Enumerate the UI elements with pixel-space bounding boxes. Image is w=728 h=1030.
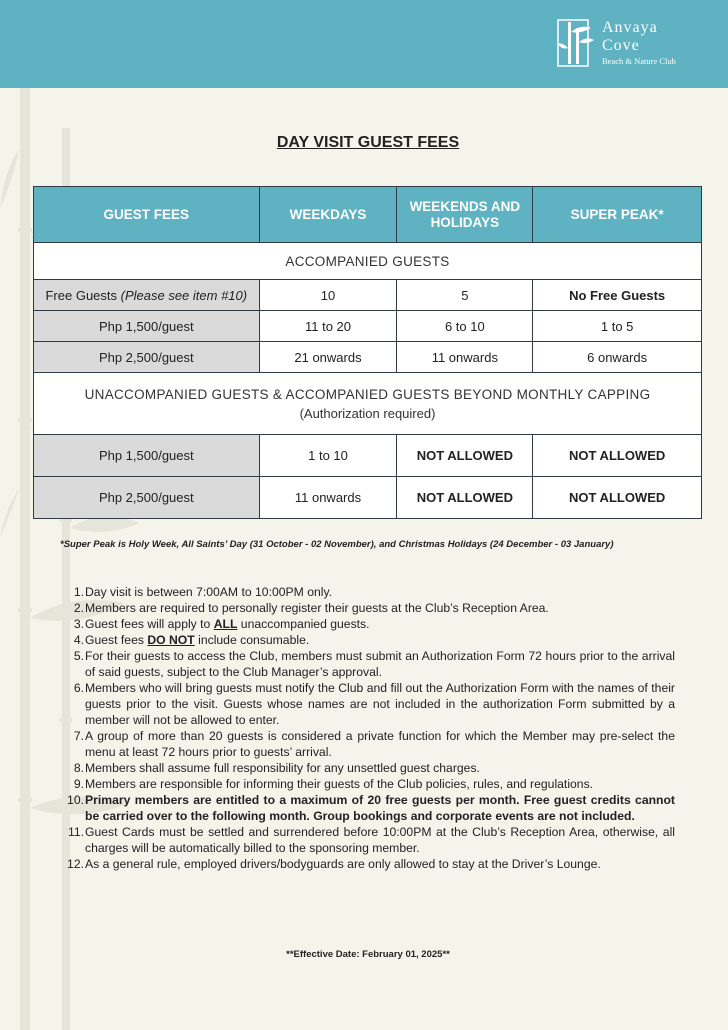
- section-unaccompanied-sub: (Authorization required): [299, 405, 436, 421]
- section-row-accompanied: [34, 243, 702, 280]
- list-item: 5. For their guests to access the Club, members must submit an Authorization Form 72 hours prior to the arrival of said guests, subject to the Club Manager’s approval.: [73, 649, 675, 679]
- free-guests-label: Free Guests: [45, 287, 118, 303]
- bamboo-logo-icon: [556, 18, 596, 68]
- page-title: DAY VISIT GUEST FEES: [276, 134, 460, 151]
- list-item: 11. Guest Cards must be settled and surrendered before 10:00PM at the Club’s Reception Area, otherwise, all charges will be automatically billed to the sponsoring member.: [67, 825, 675, 855]
- effective-date: **Effective Date: February 01, 2025**: [286, 949, 450, 960]
- rule-text: Members are responsible for informing their guests of the Club policies, rules, and regulations.: [85, 777, 594, 791]
- list-item: 9. Members are responsible for informing their guests of the Club policies, rules, and regulations.: [68, 776, 675, 792]
- cell-weekdays: 11 onwards: [259, 477, 397, 519]
- rule-emphasis: DO NOT: [147, 633, 195, 647]
- guest-fees-table: [33, 186, 702, 519]
- logo-name-line2: Cove: [602, 37, 640, 54]
- section-row-unaccompanied: [34, 373, 702, 435]
- row-label: Php 1,500/guest: [34, 435, 260, 477]
- logo-name-line1: Anvaya: [602, 19, 658, 36]
- cell-super-peak: 6 onwards: [533, 342, 702, 373]
- row-label: [34, 280, 260, 311]
- cell-weekdays: 1 to 10: [259, 435, 397, 477]
- cell-super-peak: 1 to 5: [533, 311, 702, 342]
- header-guest-fees: GUEST FEES: [34, 187, 260, 243]
- rule-text: Primary members are entitled to a maximum of 20 free guests per month. Free guest credits cannot be carried over to the following month. Group bookings and corporate events are not included.: [85, 793, 675, 823]
- free-guests-note: (Please see item #10): [120, 287, 248, 303]
- table-row: [34, 280, 702, 311]
- section-unaccompanied: [34, 373, 702, 435]
- cell-super-peak: NOT ALLOWED: [533, 435, 702, 477]
- cell-super-peak: NOT ALLOWED: [533, 477, 702, 519]
- row-label: Php 1,500/guest: [34, 311, 260, 342]
- list-item: 8. Members shall assume full responsibility for any unsettled guest charges.: [68, 760, 675, 776]
- rule-text: Members who will bring guests must notify the Club and fill out the Authorization Form with the names of their guests prior to the visit. Guests whose names are not included in the authorization Form submitted by a member will not be allowed to enter.: [85, 681, 675, 727]
- cell-weekends: 6 to 10: [397, 311, 533, 342]
- rule-text: As a general rule, employed drivers/bodyguards are only allowed to stay at the Driver’s Lounge.: [85, 857, 601, 871]
- rule-text: For their guests to access the Club, members must submit an Authorization Form 72 hours prior to the arrival of said guests, subject to the Club Manager’s approval.: [85, 649, 675, 679]
- header-weekdays: WEEKDAYS: [259, 187, 397, 243]
- club-logo: [556, 18, 716, 70]
- rule-text-part: include consumable.: [194, 633, 310, 647]
- list-item: 4. Guest fees DO NOT include consumable.: [68, 632, 675, 648]
- header-super-peak: SUPER PEAK*: [533, 187, 702, 243]
- section-unaccompanied-label: UNACCOMPANIED GUESTS & ACCOMPANIED GUESTS BEYOND MONTHLY CAPPING: [84, 386, 651, 402]
- cell-weekdays: 10: [259, 280, 397, 311]
- list-item: 7. A group of more than 20 guests is considered a private function for which the Member may pre-select the menu at least 72 hours prior to guests’ arrival.: [73, 729, 675, 759]
- list-item: 10. Primary members are entitled to a maximum of 20 free guests per month. Free guest credits cannot be carried over to the following month. Group bookings and corporate events are not included.: [67, 793, 675, 823]
- row-label: Php 2,500/guest: [34, 342, 260, 373]
- cell-weekdays: 21 onwards: [259, 342, 397, 373]
- table-row: [34, 342, 702, 373]
- table-row: [34, 311, 702, 342]
- list-item: 2. Members are required to personally register their guests at the Club’s Reception Area.: [68, 600, 675, 616]
- list-item: 3. Guest fees will apply to ALL unaccompanied guests.: [68, 616, 675, 632]
- rule-text: Day visit is between 7:00AM to 10:00PM only.: [85, 585, 333, 599]
- logo-tagline: Beach & Nature Club: [602, 56, 676, 66]
- cell-super-peak: No Free Guests: [533, 280, 702, 311]
- rule-text: Guest Cards must be settled and surrendered before 10:00PM at the Club’s Reception Area, otherwise, all charges will be automatically billed to the sponsoring member.: [85, 825, 675, 855]
- list-item: 12. As a general rule, employed drivers/bodyguards are only allowed to stay at the Driver’s Lounge.: [68, 856, 675, 872]
- cell-weekends: 5: [397, 280, 533, 311]
- section-accompanied-label: ACCOMPANIED GUESTS: [34, 243, 702, 280]
- super-peak-note: *Super Peak is Holy Week, All Saints’ Day (31 October - 02 November), and Christmas Holidays (24 December - 03 January): [60, 539, 614, 550]
- list-item: 1. Day visit is between 7:00AM to 10:00PM only.: [68, 584, 675, 600]
- rule-text-part: unaccompanied guests.: [237, 617, 370, 631]
- rule-text: [85, 616, 675, 632]
- rule-text: Members are required to personally register their guests at the Club’s Reception Area.: [85, 601, 549, 615]
- row-label: Php 2,500/guest: [34, 477, 260, 519]
- rules-list: [68, 584, 675, 872]
- cell-weekends: NOT ALLOWED: [397, 435, 533, 477]
- rule-text-part: Guest fees will apply to: [85, 617, 214, 631]
- rule-emphasis: ALL: [213, 617, 238, 631]
- header-weekends: WEEKENDS AND HOLIDAYS: [397, 187, 533, 243]
- rule-text: A group of more than 20 guests is considered a private function for which the Member may pre-select the menu at least 72 hours prior to guests’ arrival.: [85, 729, 675, 759]
- cell-weekends: 11 onwards: [397, 342, 533, 373]
- rule-text: [85, 632, 675, 648]
- rule-text-part: Guest fees: [85, 633, 148, 647]
- table-row: [34, 477, 702, 519]
- list-item: 6. Members who will bring guests must notify the Club and fill out the Authorization Form with the names of their guests prior to the visit. Guests whose names are not included in the authorization Form submitted by a member will not be allowed to enter.: [73, 681, 675, 727]
- rule-text: Members shall assume full responsibility for any unsettled guest charges.: [85, 761, 480, 775]
- cell-weekdays: 11 to 20: [259, 311, 397, 342]
- cell-weekends: NOT ALLOWED: [397, 477, 533, 519]
- table-header-row: [34, 187, 702, 243]
- table-row: [34, 435, 702, 477]
